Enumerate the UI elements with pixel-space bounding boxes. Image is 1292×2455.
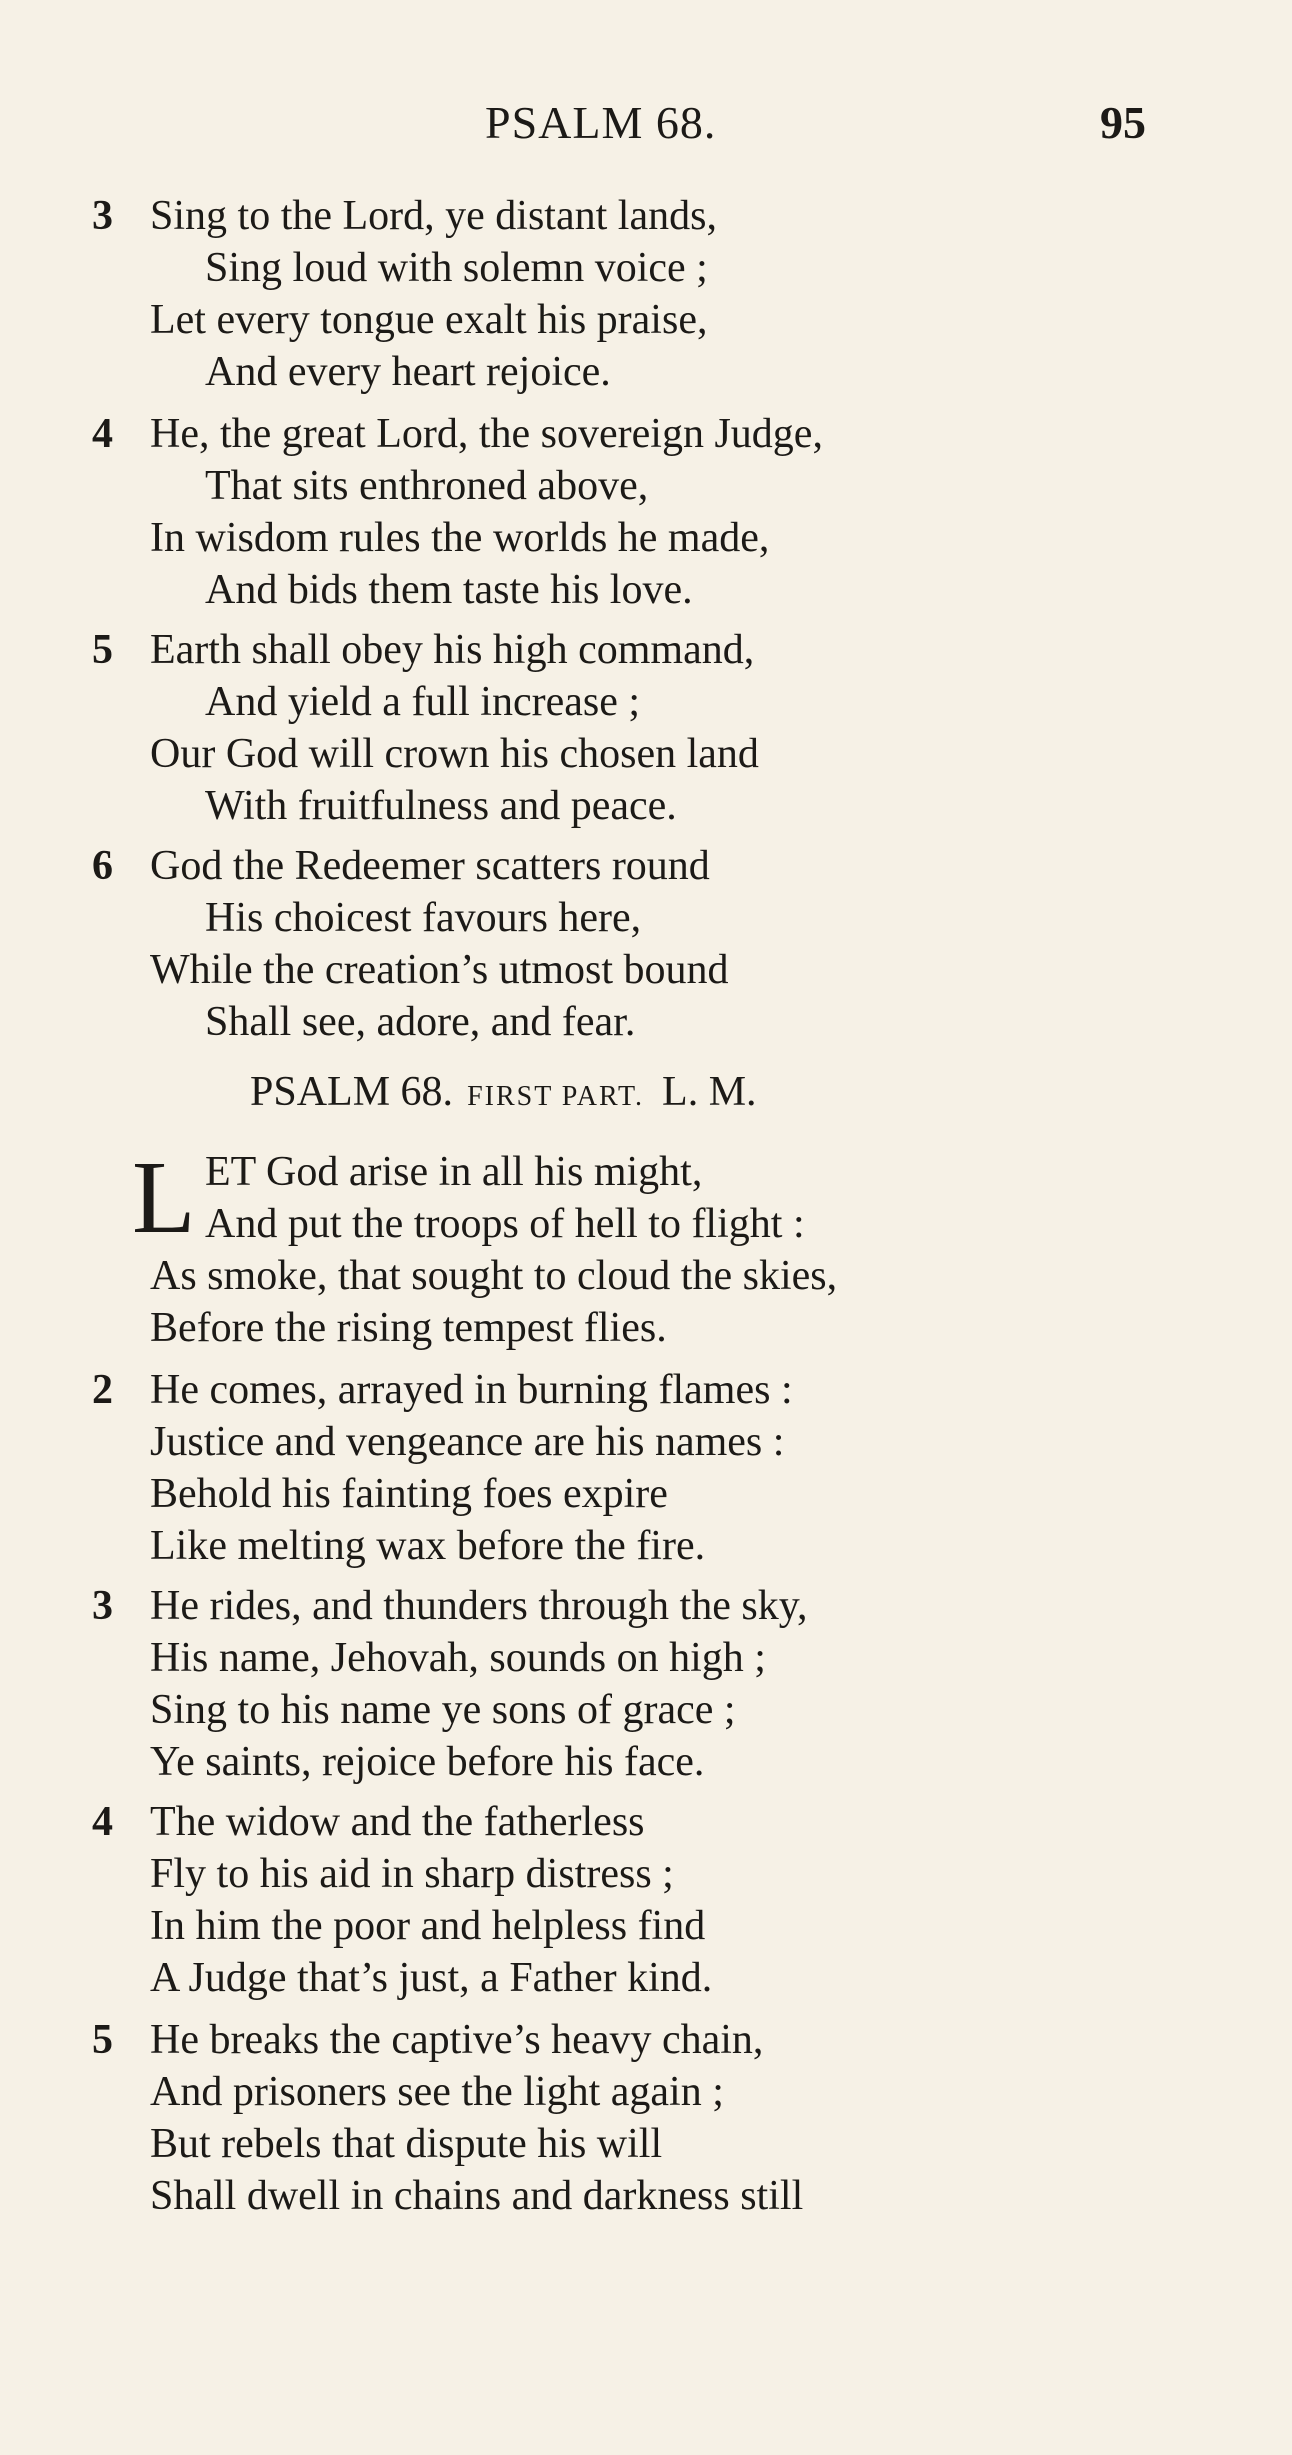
verse-line: ET God arise in all his might, [205,1149,703,1195]
verse-line: Sing to his name ye sons of grace ; [150,1687,736,1733]
verse-line: God the Redeemer scatters round [150,843,710,889]
section-title: PSALM 68. [250,1069,454,1115]
verse-line: His name, Jehovah, sounds on high ; [150,1635,766,1681]
verse-line: Justice and vengeance are his names : [150,1419,785,1465]
page-number: 95 [1100,97,1146,148]
verse-line: Like melting wax before the fire. [150,1523,706,1569]
verse-line: And prisoners see the light again ; [150,2069,724,2115]
verse-line: Behold his fainting foes expire [150,1471,668,1517]
verse-line: Shall dwell in chains and darkness still [150,2173,804,2219]
verse-line: Fly to his aid in sharp distress ; [150,1851,674,1897]
verse-line: The widow and the fatherless [150,1799,645,1845]
verse-line: And bids them taste his love. [205,567,693,613]
verse-line: Our God will crown his chosen land [150,731,759,777]
section-meter: L. M. [662,1069,757,1115]
verse-line: Let every tongue exalt his praise, [150,297,708,343]
verse-line: Before the rising tempest flies. [150,1305,667,1351]
stanza-number: 4 [92,411,113,457]
verse-line: And yield a full increase ; [205,679,641,725]
verse-line: While the creation’s utmost bound [150,947,729,993]
verse-line: He rides, and thunders through the sky, [150,1583,808,1629]
stanza-number: 5 [92,627,113,673]
verse-line: He comes, arrayed in burning flames : [150,1367,793,1413]
verse-line: Sing to the Lord, ye distant lands, [150,193,717,239]
verse-line: And every heart rejoice. [205,349,611,395]
drop-cap: L [132,1140,196,1255]
stanza-number: 3 [92,193,113,239]
verse-line: Ye saints, rejoice before his face. [150,1739,705,1785]
verse-line: With fruitfulness and peace. [205,783,677,829]
section-part: FIRST PART. [467,1081,645,1112]
verse-line: Shall see, adore, and fear. [205,999,636,1045]
stanza-number: 5 [92,2017,113,2063]
verse-line: And put the troops of hell to flight : [205,1201,805,1247]
verse-line: That sits enthroned above, [205,463,649,509]
verse-line: Earth shall obey his high command, [150,627,755,673]
verse-line: He, the great Lord, the sovereign Judge, [150,411,823,457]
stanza-number: 4 [92,1799,113,1845]
verse-line: He breaks the captive’s heavy chain, [150,2017,764,2063]
section-heading [250,1068,757,1116]
stanza-number: 6 [92,843,113,889]
verse-line: As smoke, that sought to cloud the skies, [150,1253,838,1299]
stanza-number: 2 [92,1367,113,1413]
verse-line: His choicest favours here, [205,895,642,941]
stanza-number: 3 [92,1583,113,1629]
verse-line: In wisdom rules the worlds he made, [150,515,770,561]
verse-line: A Judge that’s just, a Father kind. [150,1955,713,2001]
page-header [0,96,1292,156]
verse-line: But rebels that dispute his will [150,2121,663,2167]
running-title: PSALM 68. [485,97,717,148]
verse-line: In him the poor and helpless find [150,1903,706,1949]
verse-line: Sing loud with solemn voice ; [205,245,708,291]
